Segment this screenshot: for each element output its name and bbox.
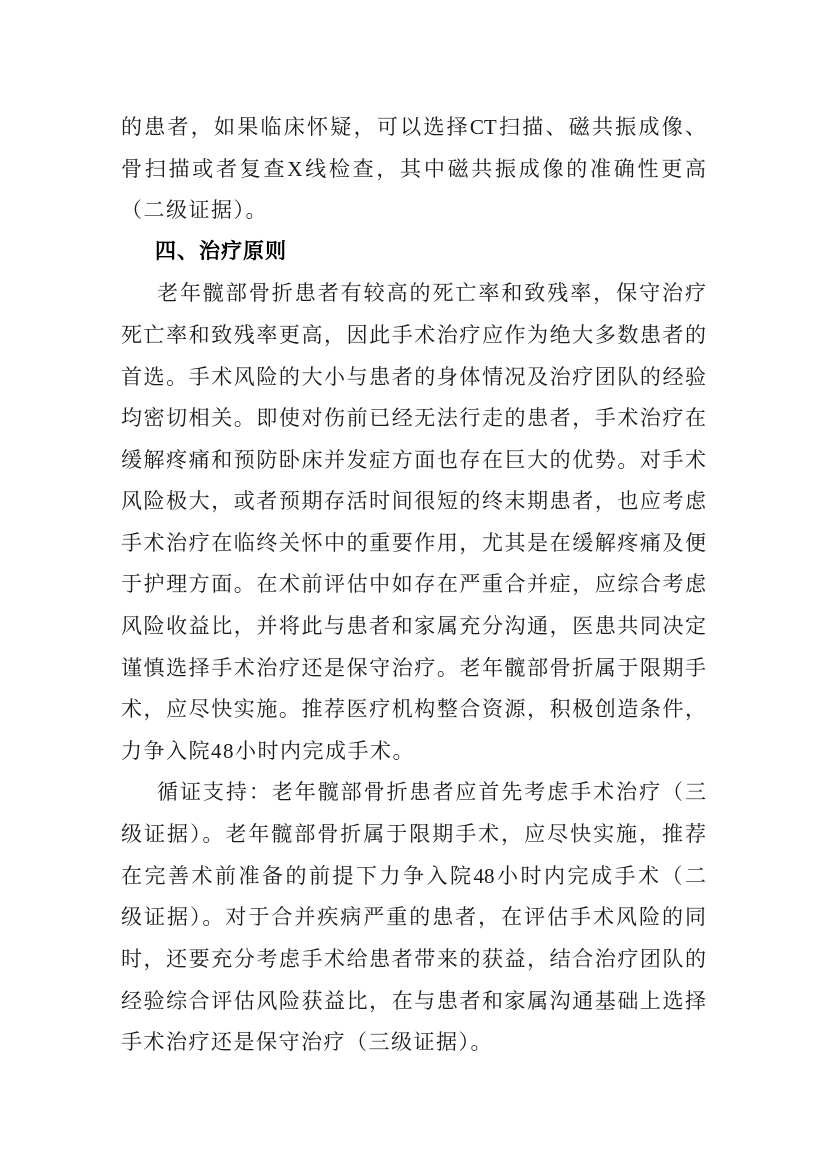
text-line: 死亡率和致残率更高，因此手术治疗应作为绝大多数患者的 <box>121 323 706 347</box>
text-line: （二级证据）。 <box>121 198 268 222</box>
text-line: 首选。手术风险的大小与患者的身体情况及治疗团队的经验 <box>121 365 706 389</box>
text-line: 循证支持：老年髋部骨折患者应首先考虑手术治疗（三 <box>157 780 706 804</box>
text-line: 缓解疼痛和预防卧床并发症方面也存在巨大的优势。对手术 <box>121 448 706 472</box>
text-line: 在完善术前准备的前提下力争入院48小时内完成手术（二 <box>121 864 706 888</box>
text-line: 骨扫描或者复查X线检查，其中磁共振成像的准确性更高 <box>121 157 706 181</box>
text-line: 术，应尽快实施。推荐医疗机构整合资源，积极创造条件， <box>121 697 706 721</box>
text-line: 老年髋部骨折患者有较高的死亡率和致残率，保守治疗 <box>157 281 706 305</box>
text-line: 的患者，如果临床怀疑，可以选择CT扫描、磁共振成像、 <box>121 115 706 139</box>
text-line: 手术治疗在临终关怀中的重要作用，尤其是在缓解疼痛及便 <box>121 531 706 555</box>
section-heading: 四、治疗原则 <box>155 239 287 263</box>
text-line: 于护理方面。在术前评估中如存在严重合并症，应综合考虑 <box>121 572 706 596</box>
text-line: 经验综合评估风险获益比，在与患者和家属沟通基础上选择 <box>121 989 706 1013</box>
text-line: 风险极大，或者预期存活时间很短的终末期患者，也应考虑 <box>121 489 706 513</box>
text-line: 级证据）。对于合并疾病严重的患者，在评估手术风险的同 <box>121 905 706 929</box>
text-line: 手术治疗还是保守治疗（三级证据）。 <box>121 1030 493 1054</box>
text-line: 时，还要充分考虑手术给患者带来的获益，结合治疗团队的 <box>121 947 706 971</box>
text-line: 力争入院48小时内完成手术。 <box>121 739 415 763</box>
text-line: 风险收益比，并将此与患者和家属充分沟通，医患共同决定 <box>121 614 706 638</box>
text-line: 均密切相关。即使对伤前已经无法行走的患者，手术治疗在 <box>121 406 706 430</box>
text-line: 谨慎选择手术治疗还是保守治疗。老年髋部骨折属于限期手 <box>121 656 706 680</box>
text-line: 级证据）。老年髋部骨折属于限期手术，应尽快实施，推荐 <box>121 822 706 846</box>
